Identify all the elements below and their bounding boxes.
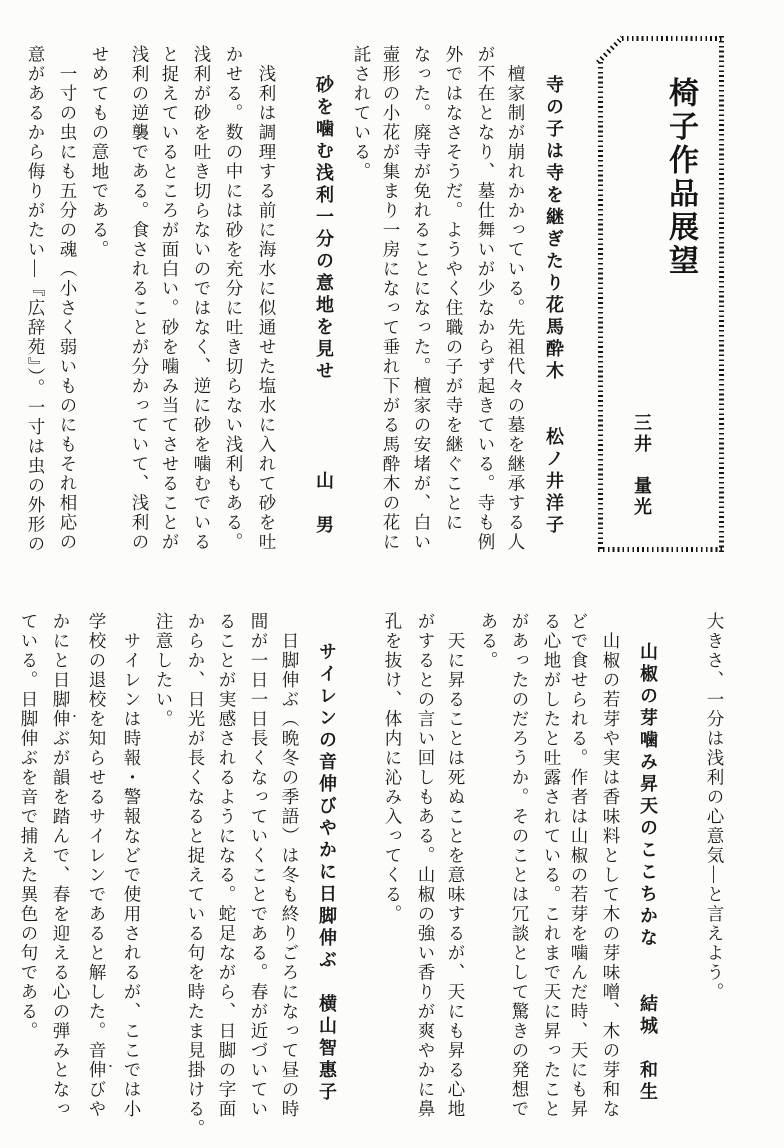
text-column: 大きさ、一分は浅利の心意気―と言えよう。 bbox=[705, 612, 725, 1002]
title-box bbox=[598, 36, 724, 552]
text-column: 外ではなさそうだ。ようやく住職の子が寺を継ぐことに bbox=[444, 45, 464, 533]
title-box-border-corner bbox=[596, 36, 624, 65]
text-column: サイレンは時報・警報などで使用されるが、ここでは小 bbox=[122, 612, 142, 1119]
title-box-border-bottom bbox=[598, 547, 724, 552]
text-column: 天に昇ることは死ぬことを意味するが、天にも昇る心地 bbox=[446, 612, 466, 1119]
haiku-heading-column: 山椒の芽噛み昇天のここちかな 結城 和生 bbox=[638, 642, 658, 1104]
emphasis-dot: ・ bbox=[105, 1061, 116, 1073]
text-column: ることが実感されるようになる。蛇足ながら、日脚の字面 bbox=[217, 612, 237, 1119]
text-column: る心地がしたと吐露されている。これまで天に昇ったこと bbox=[542, 612, 562, 1119]
haiku-heading-column: サイレンの音伸びやかに日脚伸ぶ 横山智惠子 bbox=[317, 642, 337, 1104]
text-column: 浅利は調理する前に海水に似通せた塩水に入れて砂を吐 bbox=[257, 45, 277, 552]
text-column: なった。廃寺が免れることになった。檀家の安堵が、白い bbox=[412, 45, 432, 552]
text-column: せめてもの意地である。 bbox=[90, 45, 110, 260]
haiku-heading-column: 砂を噛む浅利一分の意地を見せ 山 男 bbox=[314, 75, 334, 537]
title-box-border-left bbox=[598, 62, 603, 552]
haiku-heading-column: 寺の子は寺を継ぎたり花馬酔木 松ノ井洋子 bbox=[544, 75, 564, 537]
text-column: 浅利の逆襲である。食されることが分かっていて、浅利の bbox=[130, 45, 150, 552]
text-column: が不在となり、墓仕舞いが少なからず起きている。寺も例 bbox=[476, 45, 496, 552]
text-column: がするとの言い回しもある。山椒の強い香りが爽やかに鼻 bbox=[416, 612, 436, 1119]
text-column: かせる。数の中には砂を充分に吐き切らない浅利もある。 bbox=[224, 45, 244, 552]
text-column: 檀家制が崩れかかっている。先祖代々の墓を継承する人 bbox=[506, 45, 526, 552]
text-column: 一寸の虫にも五分の魂（小さく弱いものにもそれ相応の bbox=[58, 45, 78, 552]
text-column: と捉えているところが面白い。砂を噛み当てさせることが bbox=[160, 45, 180, 552]
text-column: 日脚伸ぶ（晩冬の季語）は冬も終りごろになって昼の時 bbox=[280, 612, 300, 1119]
text-column: 学校の退校を知らせるサイレンであると解した。音伸びや bbox=[87, 612, 107, 1119]
text-column: ている。日脚伸ぶを音で捕えた異色の句である。 bbox=[19, 612, 39, 1041]
text-column: どで食せられる。作者は山椒の若芽を噛んだ時、天にも昇 bbox=[569, 612, 589, 1119]
text-column: ある。 bbox=[479, 612, 499, 671]
text-column: 注意したい。 bbox=[154, 612, 174, 729]
text-column: 山椒の若芽や実は香味料として木の芽味噌、木の芽和な bbox=[601, 612, 621, 1119]
column-author: 三井 量光 bbox=[632, 413, 652, 518]
title-box-border-top bbox=[622, 36, 724, 41]
text-column: 間が一日一日長くなっていくことである。春が近づいてい bbox=[249, 612, 269, 1119]
title-box-border-right bbox=[719, 36, 724, 552]
text-column: からか、日光が長くなると捉えている句を時たま見掛ける。 bbox=[186, 612, 206, 1139]
text-column: 壷形の小花が集まり一房になって垂れ下がる馬酔木の花に bbox=[381, 45, 401, 552]
text-column: 浅利が砂を吐き切らないのではなく、逆に砂を噛むでいる bbox=[192, 45, 212, 552]
text-column: かにと日脚伸ぶが韻を踏んで、春を迎える心の弾みとなっ bbox=[51, 612, 71, 1119]
text-column: 意があるから侮りがたい―『広辞苑』）。一寸は虫の外形の bbox=[26, 45, 46, 554]
text-column: があったのだろうか。そのことは冗談として驚きの発想で bbox=[510, 612, 530, 1119]
text-column: 孔を抜け、体内に沁み入ってくる。 bbox=[383, 612, 403, 924]
text-column: 託されている。 bbox=[352, 45, 372, 182]
column-title: 椅子作品展望 bbox=[664, 77, 697, 278]
emphasis-dot: ・ bbox=[69, 711, 80, 723]
